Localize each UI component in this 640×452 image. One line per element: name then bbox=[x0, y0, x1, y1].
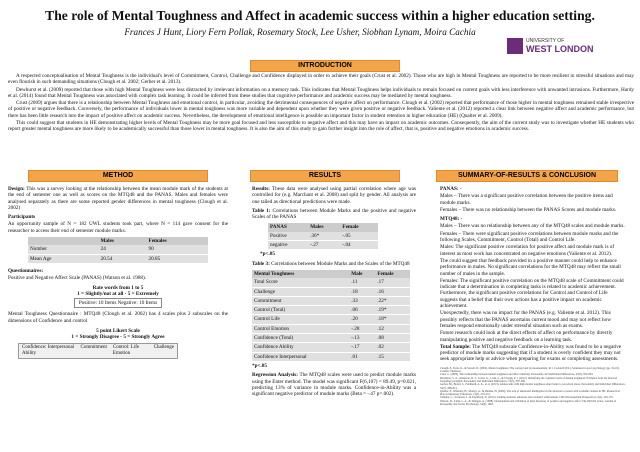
reference-item: Gerber, M., Brand, S., Feldmeth, A. K., et al. (2013). Adolescents with high mental toughness adapt better to perceived stress. Personality and Individual Differences, 54(7), 808-814. bbox=[440, 383, 626, 390]
rate-box bbox=[8, 285, 228, 309]
table-cell: .02 bbox=[375, 343, 410, 352]
table-cell: .36* bbox=[308, 232, 340, 241]
summary-item: Unexpectedly, there was no impact for the PANAS (e.g. Valiente et al. 2012). This possibly reflects that the PANAS ascertains current mood and may not reflect how females respond emotionally under stressful situation such as exams. bbox=[440, 310, 611, 329]
table-cell: Commitment bbox=[78, 343, 110, 358]
total-sample-text: The MTQ48 subscale Confidence-in-Ability was found to be a negative predictor of module marks suggesting that if a student is overly confident they may not seek appropriate help or advice when preparing for exams or completing assessments. bbox=[440, 343, 622, 363]
results-paragraph bbox=[252, 186, 416, 205]
table-cell: .18 bbox=[349, 287, 375, 296]
intro-paragraph: Dewhurst et al. (2009) reported that those with high Mental Toughness were less distracted by irrelevant information on a memory task. This indicates that Mental Toughness helps individuals to remain focused on current goals with less interference with unwanted intrusions. Furthermore, Hardy et al. (2014) found that Mental Toughness was associated with complex task learning. It could be inferred from these studies that cognitive performance and academic success may be mediated by mental toughness. bbox=[8, 86, 634, 99]
table-cell: -.27 bbox=[308, 241, 340, 250]
reference-item: Crust, L. (2009). The relationship between mental toughness and affect intensity. Personality and Individual Differences, 47(8), 959-963. bbox=[440, 373, 594, 377]
mtq-correlation-table bbox=[252, 270, 410, 362]
table-row bbox=[252, 287, 410, 296]
likert-box bbox=[8, 328, 228, 341]
table-cell: Mean Age bbox=[28, 254, 99, 263]
results-label: Results: bbox=[252, 186, 270, 192]
table-cell: .17 bbox=[375, 278, 410, 287]
table-cell: 90 bbox=[147, 245, 208, 254]
table-row bbox=[252, 324, 410, 333]
poster-title: The role of Mental Toughness and Affect in academic success within a higher education setting. bbox=[45, 8, 595, 23]
mtq-summary-label: MTQ48: - bbox=[440, 216, 463, 223]
table1-note: *p<.05 bbox=[260, 251, 275, 258]
logo-university-text: UNIVERSITY OF bbox=[526, 38, 565, 44]
rate-scale: 1 = Slightly/not at all - 5 = Extremely bbox=[77, 290, 159, 297]
results-column bbox=[252, 186, 416, 400]
table3-label: Table 3: bbox=[252, 260, 270, 267]
table-cell: 24 bbox=[99, 245, 147, 254]
summary-item: Future research could look at the direct effects of affect on performance by directly manipulating positive and negative feedback on a learning task. bbox=[440, 330, 613, 343]
table-row bbox=[252, 306, 410, 315]
likert-scale: 1 = Strongly Disagree - 5 = Strongly Agree bbox=[71, 334, 165, 341]
table-cell: 20.54 bbox=[99, 254, 147, 263]
rate-title: Rate words from 1 to 5 bbox=[92, 284, 144, 291]
table1-label: Table 1: bbox=[252, 207, 271, 214]
panas-summary-label: PANAS: - bbox=[440, 186, 462, 192]
table-cell: .08 bbox=[375, 334, 410, 343]
panas-description: Positive and Negative Affect Scale (PANAS) (Watson et al. 1988). bbox=[8, 275, 147, 282]
table-cell: .20 bbox=[349, 315, 375, 324]
table-row bbox=[19, 343, 178, 358]
table-cell: .15 bbox=[375, 352, 410, 361]
university-logo bbox=[507, 36, 607, 58]
results-text: These data were analysed using partial correlation where age was controlled for (e.g. Marchant et al. 2008) and split by gender. All analysis are one tailed as directional predictions were made. bbox=[252, 186, 417, 205]
mtq-description: Mental Toughness Questionnaire : MTQ48 (Clough et al. 2002) has 4 scales plus 2 subscales on the dimensions of Confidence and control bbox=[8, 311, 228, 324]
regression-text: The MTQ48 scales were used to predict module marks using the Enter method. The model was significant F(6,107) = 89.49, p=0.021, predicting 13% of variance in module marks. Confidence-in-Ability was a significant negative predictor of module marks (Beta = -.47 p=.002). bbox=[252, 372, 417, 398]
intro-paragraph: A respected conceptualisation of Mental Toughness is the individual's level of Commitment, Control, Challenge and Confidence displayed in order to achieve their goals (Crust et al. 2002). Those who are high in Mental Toughness are reported to be more resilient in stressful situations and may even flourish in such demanding situations (Clough et al. 2002; Gerber et al. 2013). bbox=[8, 73, 634, 86]
reference-item: Qualter, P., Whiteley, H., Morley, A., & Dudiak, H. (2009). The role of emotional intelligence in the decision to persist with academic studies in HE. Research in Post-Compulsory Education, 14(3), 219-231. bbox=[440, 389, 620, 397]
table-header-cell: Male bbox=[349, 270, 375, 278]
participants-label: Participants bbox=[8, 214, 36, 221]
reference-item: Valiente, C., Swanson, J., & Eisenberg, N. (2012). Linking students' emotions and academic achievement. Child Development Perspectives, 6(2), 129-135. bbox=[440, 396, 614, 400]
likert-title: 5 point Likert Scale bbox=[96, 328, 140, 335]
table3-note: *p<.05 bbox=[252, 362, 267, 369]
summary-item: The could suggest that feedback provided in a positive manner could help to enhance performance in males. No significant correlations for the MTQ48 may reflect the small number of males in the sample. bbox=[440, 257, 621, 277]
design-paragraph bbox=[8, 186, 228, 211]
summary-column bbox=[440, 186, 626, 406]
logo-emblem-icon bbox=[507, 38, 523, 54]
table-cell: Positive bbox=[268, 232, 308, 241]
table-cell: -.05 bbox=[340, 232, 378, 241]
table-row bbox=[28, 254, 208, 263]
mtq-scales-table bbox=[18, 343, 178, 359]
summary-item: Females – There were significant positive correlations between module marks and the following Scales, Commitment, Control (Total) and Control Life. bbox=[440, 230, 619, 244]
table-cell: Total Score bbox=[252, 278, 349, 287]
table-row bbox=[252, 315, 410, 324]
intro-paragraph: Crust (2009) argues that there is a relationship between Mental Toughness and emotional control, in particular, avoiding the detrimental consequences of negative affect on performance. Clough et al. (2002) reported that performance of those higher in mental toughness remained stable irrespective of positive or negative feedback. Conversely, the performance of individuals lower in mental toughness was more variable and dependent upon whether they were given positive or negative feedback. Valiente et al. (2012) reported a clear link between negative affect and academic performance, but there has been little research into the impact of positive affect on academic success. Nevertheless, the development of emotional intelligence is possible an important factor in student retention in higher education (HE) (Qualter et al. 2009). bbox=[8, 100, 634, 119]
table-cell: Confidence Interpersonal bbox=[252, 352, 349, 361]
table-cell: Challenge bbox=[252, 287, 349, 296]
design-label: Design: bbox=[8, 186, 25, 192]
table-cell: .11 bbox=[349, 278, 375, 287]
table-cell: -.13 bbox=[349, 334, 375, 343]
summary-item: Females: The significant positive correlation on the MTQ48 scale of Commitment could indicate that a determination in completing tasks is related to academic achievement. Furthermore, the significant positive correlations for Control and Control of Life suggests that a belief that their own actions has a positive impact on academic achievement. bbox=[440, 277, 624, 310]
table-cell: .01 bbox=[349, 352, 375, 361]
table-header-cell: PANAS bbox=[268, 223, 308, 231]
table-cell: Control Emotion bbox=[252, 324, 349, 333]
table-header-cell: Females bbox=[147, 237, 208, 245]
table-header-cell: Female bbox=[375, 270, 410, 278]
table-row bbox=[252, 278, 410, 287]
table-row bbox=[252, 334, 410, 343]
table-row bbox=[28, 245, 208, 254]
panas-correlation-table bbox=[268, 223, 378, 250]
table-row bbox=[252, 343, 410, 352]
references bbox=[440, 367, 626, 407]
introduction-heading: INTRODUCTION bbox=[250, 60, 400, 72]
table-row bbox=[252, 296, 410, 305]
total-sample-paragraph bbox=[440, 344, 626, 363]
table-cell: .18* bbox=[375, 315, 410, 324]
total-sample-label: Total Sample: bbox=[440, 343, 471, 350]
rate-items: Positive: 10 Items Negative: 10 Items bbox=[74, 298, 162, 308]
table-cell: Confidence (Total) bbox=[252, 334, 349, 343]
table-cell: -.17 bbox=[349, 343, 375, 352]
table-cell: .33 bbox=[349, 296, 375, 305]
summary-item: Females – There was no relationship between the PANAS Scores and module marks. bbox=[440, 206, 617, 213]
table-cell: .12 bbox=[375, 324, 410, 333]
table-cell: .19* bbox=[375, 306, 410, 315]
table1-caption-text: Correlations between Module Marks and the positive and negative Scales of the PANAS bbox=[252, 207, 416, 221]
table1-caption bbox=[252, 208, 416, 221]
table-cell: negative bbox=[268, 241, 308, 250]
table-cell: Control (Total) bbox=[252, 306, 349, 315]
table-row bbox=[268, 232, 378, 241]
questionnaires-label: Questionnaires: bbox=[8, 267, 44, 274]
summary-item: Males – There was a significant positive correlation between the positive items and module marks. bbox=[440, 193, 613, 206]
table-header-cell: Males bbox=[308, 223, 340, 231]
participants-text: An opportunity sample of N = 182 UWL students took part, where N = 114 gave consent for the researcher to access their end of semester module marks. bbox=[8, 221, 228, 234]
design-text: This was a survey looking at the relationship between the mean module mark of the students at the end of semester one as well as scores on the MTQ48 and the PANAS. Males and females were analysed separately as there are some reported gender differences in mental toughness (Clough et al. 2002) bbox=[8, 186, 228, 211]
table-cell: Confidence Ability bbox=[252, 343, 349, 352]
table-cell: Control Life bbox=[252, 315, 349, 324]
summary-heading: SUMMARY-OF-RESULTS & CONCLUSION bbox=[436, 170, 618, 182]
logo-name-text: WEST LONDON bbox=[526, 44, 594, 54]
table-cell: Number bbox=[28, 245, 99, 254]
participants-table bbox=[28, 237, 208, 264]
table-row bbox=[252, 352, 410, 361]
table-header-cell: Female bbox=[340, 223, 378, 231]
table-cell: Commitment bbox=[252, 296, 349, 305]
table-cell: Control: Life Emotion bbox=[110, 343, 151, 358]
table-cell: Challenge bbox=[151, 343, 178, 358]
method-heading: METHOD bbox=[28, 170, 208, 182]
table-cell: -.04 bbox=[340, 241, 378, 250]
table-cell: Confidence: Interpersonal Ability bbox=[19, 343, 78, 358]
table3-caption bbox=[252, 261, 416, 267]
reference-item: Clough, P., Earle, K., & Sewell, D. (2002). Mental toughness: The concept and its measurement. In I. Cockerill (Ed.), Solutions in sport psychology (pp. 32-43). London: Thomson. bbox=[440, 366, 620, 374]
table-header-cell bbox=[28, 237, 99, 245]
method-column bbox=[8, 186, 228, 359]
regression-paragraph bbox=[252, 372, 416, 397]
table-cell: 20.85 bbox=[147, 254, 208, 263]
table-header-cell: Males bbox=[99, 237, 147, 245]
regression-label: Regression Analysis: bbox=[252, 372, 298, 379]
table-cell: .22* bbox=[375, 296, 410, 305]
table-header-cell: Mental Toughness bbox=[252, 270, 349, 278]
author-list: Frances J Hunt, Liory Fern Pollak, Rosemary Stock, Lee Usher, Siobhan Lynam, Moira Cachia bbox=[124, 27, 476, 37]
introduction-text bbox=[8, 73, 634, 134]
results-heading: RESULTS bbox=[250, 170, 400, 182]
summary-item: Males: The significant positive correlation for positive affect and module mark is of interest as most work has concentrated on negative emotions (Valiente et al. 2012). bbox=[440, 244, 615, 257]
table-cell: .16 bbox=[375, 287, 410, 296]
table-cell: .06 bbox=[349, 306, 375, 315]
summary-item: Males – There was no relationship between any of the MTQ48 scales and module marks. bbox=[440, 223, 625, 230]
reference-item: Watson, D., Clark, L. A., & Tellegen, A. (1988). Development and validation of brief measures of positive and negative affect: The PANAS scales. Journal of Personality and Social Psychology, 54(6), 1063. bbox=[440, 399, 617, 406]
reference-item: Dewhurst, S. A., Anderson, R. J., Cotter, G., Crust, L., & Clough, P. J. (2012). Identifying the cognitive basis of mental toughness: Evidence from the directed forgetting paradigm. Personality and Individual Differences, 53(5), 587-590. bbox=[440, 376, 617, 383]
intro-paragraph: This could suggest that students in HE demonstrating higher levels of Mental Toughness may be more goal focused and less susceptible to negative affect and this may have an impact on academic outcomes. Consequently, the aim of the current study was to investigate whether HE students who report greater mental toughness are more likely to be academically successful than those lower in mental toughness. It is also the aim of this study to gain further insight into the role of affect, that is, positive and negative emotions in academic success. bbox=[8, 120, 634, 133]
table-cell: -.28 bbox=[349, 324, 375, 333]
table3-caption-text: Correlations between Module Marks and the Scales of the MTQ48 bbox=[271, 260, 410, 267]
table-row bbox=[268, 241, 378, 250]
